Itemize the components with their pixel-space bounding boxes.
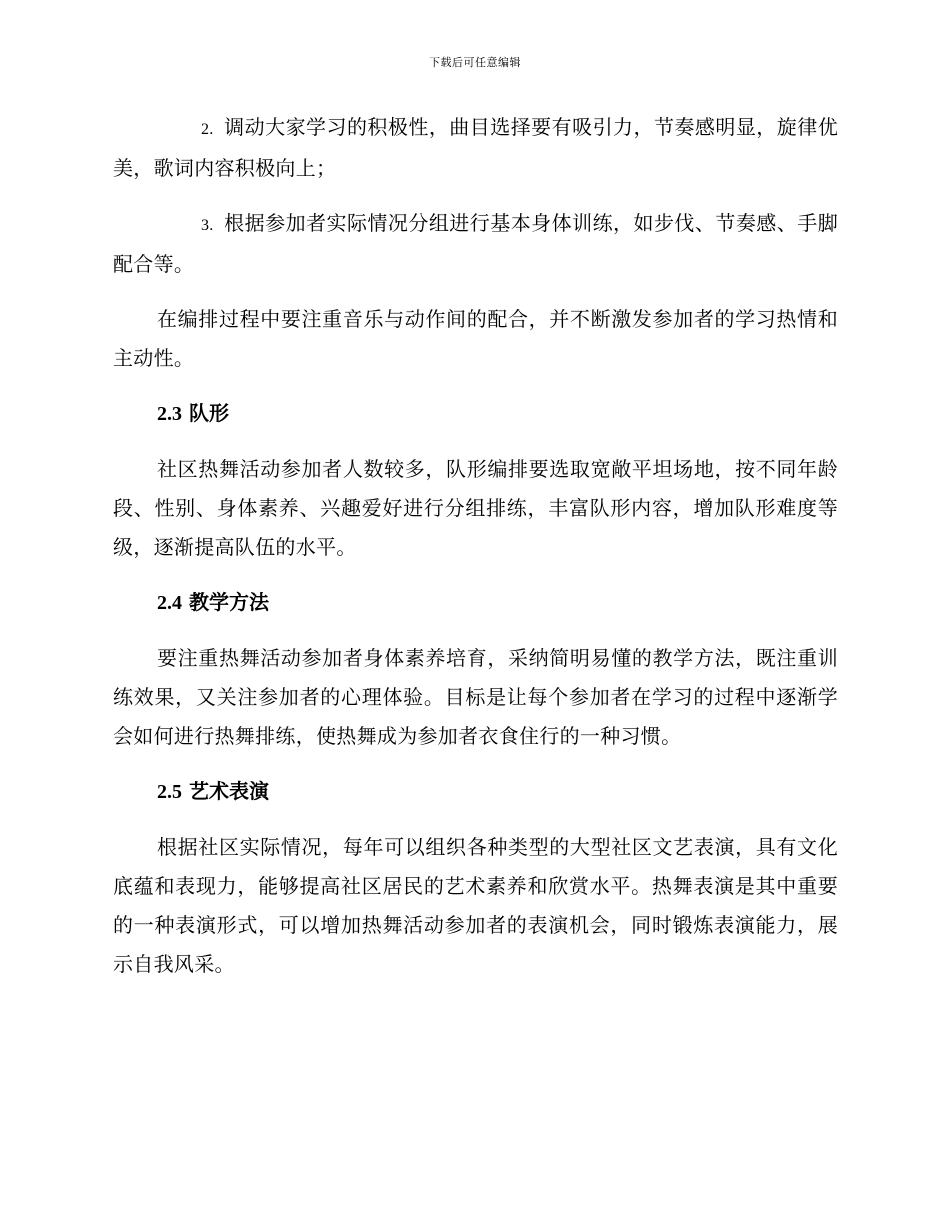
section-title: 队形 bbox=[188, 401, 229, 425]
list-item-text: 调动大家学习的积极性，曲目选择要有吸引力，节奏感明显，旋律优美，歌词内容积极向上； bbox=[113, 115, 838, 180]
list-item bbox=[113, 108, 838, 188]
section-title: 教学方法 bbox=[188, 590, 269, 614]
section-heading bbox=[113, 583, 838, 623]
section-number: 2.3 bbox=[157, 403, 182, 425]
list-item-number: 2. bbox=[201, 121, 214, 138]
list-item-number: 3. bbox=[201, 217, 214, 234]
page-header: 下载后可任意编辑 bbox=[429, 56, 521, 69]
section-title: 艺术表演 bbox=[188, 779, 269, 803]
section-number: 2.4 bbox=[157, 592, 182, 614]
list-item bbox=[113, 204, 838, 284]
list-item-text: 根据参加者实际情况分组进行基本身体训练，如步伐、节奏感、手脚配合等。 bbox=[113, 211, 838, 276]
section-number: 2.5 bbox=[157, 781, 182, 803]
section-paragraph: 根据社区实际情况，每年可以组织各种类型的大型社区文艺表演，具有文化底蕴和表现力，能够提高社区居民的艺术素养和欣赏水平。热舞表演是其中重要的一种表演形式，可以增加热舞活动参加者的表演机会，同时锻炼表演能力，展示自我风采。 bbox=[113, 835, 838, 976]
intro-paragraph: 在编排过程中要注重音乐与动作间的配合，并不断激发参加者的学习热情和主动性。 bbox=[113, 307, 838, 370]
section-heading bbox=[113, 772, 838, 812]
section-paragraph: 社区热舞活动参加者人数较多，队形编排要选取宽敞平坦场地，按不同年龄段、性别、身体素养、兴趣爱好进行分组排练，丰富队形内容，增加队形难度等级，逐渐提高队伍的水平。 bbox=[113, 457, 838, 559]
document-body bbox=[113, 108, 838, 1000]
section-heading bbox=[113, 394, 838, 434]
section-paragraph: 要注重热舞活动参加者身体素养培育，采纳简明易懂的教学方法，既注重训练效果，又关注参加者的心理体验。目标是让每个参加者在学习的过程中逐渐学会如何进行热舞排练，使热舞成为参加者衣食住行的一种习惯。 bbox=[113, 646, 838, 748]
